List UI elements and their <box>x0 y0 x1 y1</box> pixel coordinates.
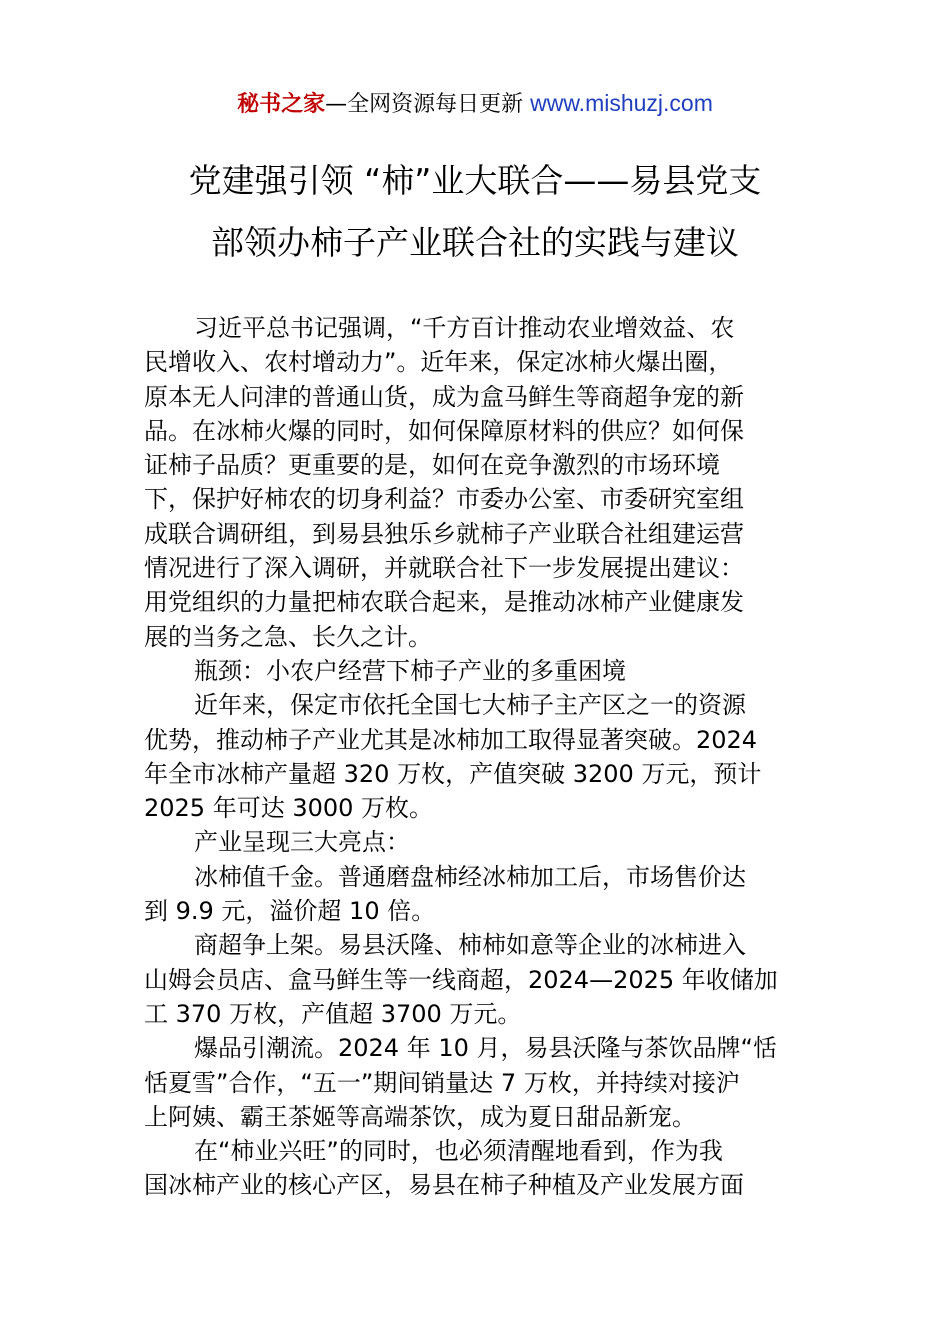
body-line: 山姆会员店、盒马鲜生等一线商超，2024—2025 年收储加 <box>144 965 778 994</box>
title-line: 党建强引领 “柿”业大联合——易县党支 <box>188 161 762 200</box>
site-header <box>0 88 950 120</box>
brand-name: 秘书之家 <box>237 92 326 117</box>
body-line: 工 370 万枚，产值超 3700 万元。 <box>144 999 522 1028</box>
body-line: 产业呈现三大亮点： <box>194 828 410 857</box>
body-line: 商超争上架。易县沃隆、柿柿如意等企业的冰柿进入 <box>194 931 746 960</box>
body-line: 国冰柿产业的核心产区，易县在柿子种植及产业发展方面 <box>144 1171 744 1200</box>
body-line: 用党组织的力量把柿农联合起来，是推动冰柿产业健康发 <box>144 588 744 617</box>
body-line: 到 9.9 元，溢价超 10 倍。 <box>144 897 436 926</box>
document-title <box>120 150 830 274</box>
site-url-link[interactable]: www.mishuzj.com <box>530 90 713 116</box>
title-line: 部领办柿子产业联合社的实践与建议 <box>211 223 739 262</box>
document-body <box>144 311 808 1203</box>
body-line: 情况进行了深入调研，并就联合社下一步发展提出建议： <box>144 554 744 583</box>
body-line: 民增收入、农村增动力”。近年来，保定冰柿火爆出圈， <box>144 348 733 377</box>
body-line: 2025 年可达 3000 万枚。 <box>144 794 434 823</box>
section-heading: 瓶颈：小农户经营下柿子产业的多重困境 <box>194 656 626 685</box>
body-line: 爆品引潮流。2024 年 10 月，易县沃隆与茶饮品牌“恬 <box>194 1034 777 1063</box>
body-line: 展的当务之急、长久之计。 <box>144 622 432 651</box>
body-line: 原本无人问津的普通山货，成为盒马鲜生等商超争宠的新 <box>144 382 744 411</box>
body-line: 上阿姨、霸王茶姬等高端茶饮，成为夏日甜品新宠。 <box>144 1102 696 1131</box>
body-line: 品。在冰柿火爆的同时，如何保障原材料的供应？如何保 <box>144 416 744 445</box>
body-line: 成联合调研组，到易县独乐乡就柿子产业联合社组建运营 <box>144 519 744 548</box>
body-line: 年全市冰柿产量超 320 万枚，产值突破 3200 万元，预计 <box>144 759 762 788</box>
body-line: 下，保护好柿农的切身利益？市委办公室、市委研究室组 <box>144 485 744 514</box>
body-line: 恬夏雪”合作，“五一”期间销量达 7 万枚，并持续对接沪 <box>144 1068 740 1097</box>
body-line: 冰柿值千金。普通磨盘柿经冰柿加工后，市场售价达 <box>194 862 746 891</box>
body-line: 近年来，保定市依托全国七大柿子主产区之一的资源 <box>194 691 746 720</box>
header-tagline: —全网资源每日更新 <box>325 92 531 117</box>
body-line: 优势，推动柿子产业尤其是冰柿加工取得显著突破。2024 <box>144 725 758 754</box>
body-line: 在“柿业兴旺”的同时，也必须清醒地看到，作为我 <box>194 1137 723 1166</box>
body-line: 习近平总书记强调，“千方百计推动农业增效益、农 <box>194 314 735 342</box>
body-line: 证柿子品质？更重要的是，如何在竞争激烈的市场环境 <box>144 451 720 480</box>
